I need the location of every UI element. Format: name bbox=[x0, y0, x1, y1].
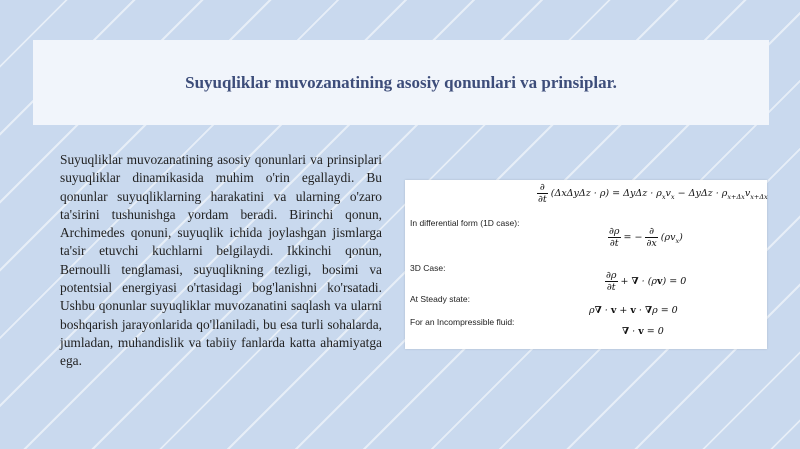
equation-1d: $\frac{\partial\rho}{\partial t}$ = − $\frac{\partial}{\partial x}$ $(\rho v_x)$ bbox=[609, 226, 683, 249]
label-steady-state: At Steady state: bbox=[410, 294, 471, 304]
title-band bbox=[33, 40, 769, 125]
equation-steady: ρ∇ · v + v · ∇ρ = 0 bbox=[589, 305, 678, 316]
equation-3d: $\frac{\partial\rho}{\partial t}$ + ∇ · (ρv) = 0 bbox=[606, 270, 687, 293]
slide-title: Suyuqliklar muvozanatining asosiy qonunlari va prinsiplar. bbox=[185, 72, 617, 92]
label-3d-case: 3D Case: bbox=[410, 263, 446, 273]
label-incompressible: For an Incompressible fluid: bbox=[410, 317, 515, 327]
body-paragraph: Suyuqliklar muvozanatining asosiy qonunlari va prinsiplari suyuqliklar dinamikasida muhim o'rin egallaydi. Bu qonunlar suyuqliklarning harakatini va ularning o'zaro ta'sirini tushunishga yordam beradi. Birinchi qonun, Archimedes qonuni, suyuqlik ichida joylashgan jismlarga ta'sir etuvchi kuchlarni belgilaydi. Ikkinchi qonun, Bernoulli tenglamasi, suyuqlikning tezligi, bosimi va potentsial energiyasi o'rtasidagi bog'lanishni ko'rsatadi. Ushbu qonunlar suyuqliklar muvozanatini saqlash va ularni boshqarish jarayonlarida qo'llaniladi, bu esa turli sohalarda, jumladan, muhandislik va tabiiy fanlarda katta ahamiyatga ega. bbox=[60, 152, 382, 369]
formula-image bbox=[405, 180, 767, 349]
label-differential-form: In differential form (1D case): bbox=[410, 218, 520, 228]
equation-incompressible: ∇ · v = 0 bbox=[622, 326, 664, 337]
equation-control-volume: $\frac{\partial}{\partial t}$ $(\Delta x\Delta y\Delta z \cdot \rho) = \Delta y\Delta z \cdot \rho_xv_x - \Delta y\Delta z \cdot \rho_{x+\Delta x}v_{x+\Delta x}$ bbox=[538, 182, 768, 205]
